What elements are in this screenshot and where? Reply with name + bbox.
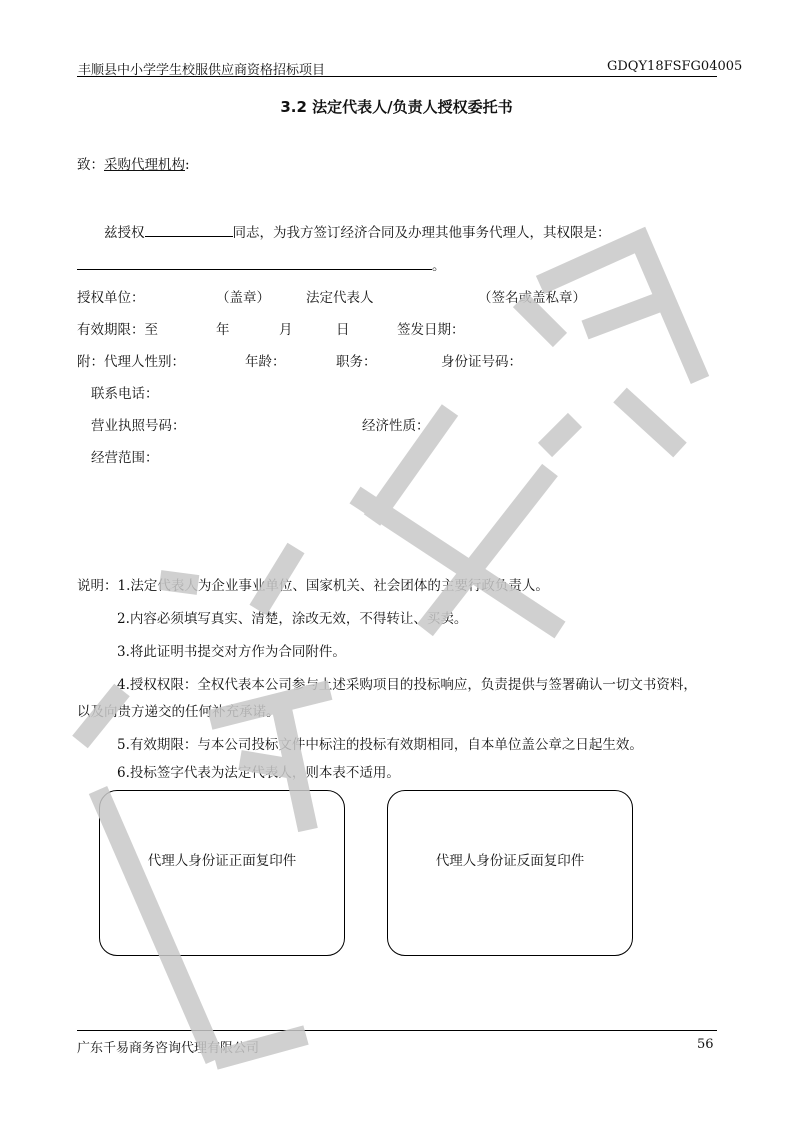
watermark-stroke bbox=[520, 300, 560, 340]
validity-label: 有效期限：至 bbox=[77, 322, 158, 338]
id-front-box bbox=[99, 790, 345, 956]
watermark-stroke bbox=[425, 470, 550, 630]
authority-scope-line bbox=[77, 254, 446, 274]
id-back-label: 代理人身份证反面复印件 bbox=[435, 853, 585, 869]
page-number: 56 bbox=[697, 1037, 714, 1052]
business-scope-label: 经营范围： bbox=[91, 450, 159, 466]
position-label: 职务： bbox=[336, 354, 377, 370]
greeting bbox=[77, 153, 190, 173]
day-label: 日 bbox=[336, 322, 350, 338]
watermark-stroke bbox=[620, 395, 680, 450]
note-1: 说明：1.法定代表人为企业事业单位、国家机关、社会团体的主要行政负责人。 bbox=[77, 578, 549, 594]
issue-date-label: 签发日期： bbox=[397, 322, 465, 338]
note-2: 2.内容必须填写真实、清楚，涂改无效，不得转让、买卖。 bbox=[117, 611, 468, 627]
phone-label: 联系电话： bbox=[91, 386, 159, 402]
footer-rule bbox=[77, 1030, 717, 1031]
header-project-code: GDQY18FSFG04005 bbox=[607, 59, 743, 74]
authority-blank bbox=[77, 255, 432, 270]
footer-company: 广东千易商务咨询代理有限公司 bbox=[77, 1041, 260, 1056]
watermark-stroke bbox=[545, 420, 575, 450]
auth-text-1: 兹授权 bbox=[104, 225, 145, 241]
id-number-label: 身份证号码： bbox=[441, 354, 522, 370]
greeting-suffix: : bbox=[185, 157, 190, 173]
note-4a: 4.授权权限：全权代表本公司参与上述采购项目的投标响应，负责提供与签署确认一切文书资料， bbox=[117, 677, 697, 693]
watermark-stroke bbox=[540, 240, 700, 380]
auth-text-2: 同志，为我方签订经济合同及办理其他事务代理人，其权限是： bbox=[232, 225, 611, 241]
age-label: 年龄： bbox=[245, 354, 286, 370]
agent-gender-label: 附：代理人性别： bbox=[77, 354, 185, 370]
id-back-box bbox=[387, 790, 633, 956]
note-5: 5.有效期限：与本公司投标文件中标注的投标有效期相同，自本单位盖公章之日起生效。 bbox=[117, 737, 643, 753]
auth-unit-label: 授权单位： bbox=[77, 290, 145, 306]
note-6: 6.投标签字代表为法定代表人，则本表不适用。 bbox=[117, 765, 400, 781]
auth-end-mark: 。 bbox=[432, 258, 446, 274]
econ-nature-label: 经济性质： bbox=[362, 418, 430, 434]
authorization-line bbox=[104, 221, 611, 241]
header-rule bbox=[77, 76, 717, 77]
agent-name-blank bbox=[145, 222, 233, 237]
legal-rep-label: 法定代表人 bbox=[306, 290, 374, 306]
page-title: 3.2 法定代表人/负责人授权委托书 bbox=[280, 98, 513, 116]
watermark-stroke bbox=[585, 300, 665, 330]
month-label: 月 bbox=[279, 322, 293, 338]
greeting-recipient: 采购代理机构 bbox=[104, 157, 185, 173]
signature-label: （签名或盖私章） bbox=[478, 290, 586, 306]
note-3: 3.将此证明书提交对方作为合同附件。 bbox=[117, 644, 346, 660]
license-label: 营业执照号码： bbox=[91, 418, 186, 434]
note-4b: 以及向贵方递交的任何补充承诺。 bbox=[77, 704, 280, 720]
year-label: 年 bbox=[216, 322, 230, 338]
header-project-title: 丰顺县中小学学生校服供应商资格招标项目 bbox=[78, 63, 326, 78]
id-front-label: 代理人身份证正面复印件 bbox=[147, 853, 297, 869]
greeting-prefix: 致： bbox=[77, 157, 104, 173]
seal-label: （盖章） bbox=[216, 290, 270, 306]
